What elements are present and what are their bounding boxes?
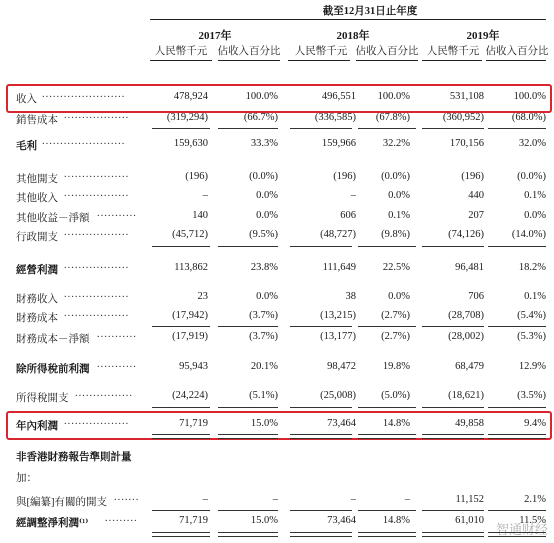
row-value: 159,630 xyxy=(173,138,208,149)
row-label: 其他收入 xyxy=(16,193,58,204)
table-row xyxy=(0,515,554,533)
row-value: 440 xyxy=(468,190,484,201)
row-value: (28,708) xyxy=(448,310,484,321)
col-rmb-2017: 人民幣千元 xyxy=(154,46,208,57)
row-value: (9.8%) xyxy=(381,229,410,240)
row-label: 除所得稅前利潤 xyxy=(16,364,90,375)
leader-dots: ......... xyxy=(105,513,138,524)
subtotal-rule xyxy=(290,128,352,129)
table-row xyxy=(0,190,554,208)
subtotal-rule xyxy=(422,510,484,511)
row-value: 49,858 xyxy=(455,418,484,429)
subtotal-rule xyxy=(152,510,210,511)
row-value: 73,464 xyxy=(327,515,356,526)
row-label: 行政開支 xyxy=(16,232,58,243)
table-row xyxy=(0,361,554,379)
row-value: 0.0% xyxy=(388,291,410,302)
subtotal-rule xyxy=(488,128,546,129)
row-value: (13,177) xyxy=(320,331,356,342)
header-rule xyxy=(288,60,350,61)
total-double-rule xyxy=(152,434,210,439)
header-rule xyxy=(150,60,212,61)
row-label: 其他收益－淨額 xyxy=(16,213,90,224)
row-value: (2.7%) xyxy=(381,310,410,321)
subtotal-rule xyxy=(218,510,278,511)
row-value: 0.1% xyxy=(524,190,546,201)
row-value: 496,551 xyxy=(321,91,356,102)
subtotal-rule xyxy=(422,246,484,247)
total-double-rule xyxy=(488,532,546,537)
subtotal-rule xyxy=(358,407,416,408)
subtotal-rule xyxy=(152,407,210,408)
row-value: – xyxy=(272,494,278,505)
row-label: 銷售成本 xyxy=(16,115,58,126)
nonhk-add: 加： xyxy=(16,473,37,484)
row-value: 14.8% xyxy=(382,418,410,429)
row-value: 73,464 xyxy=(327,418,356,429)
subtotal-rule xyxy=(290,510,352,511)
col-pct-2018: 佔收入百分比 xyxy=(355,46,419,57)
table-row xyxy=(0,262,554,280)
total-double-rule xyxy=(422,434,484,439)
row-label: 財務成本－淨額 xyxy=(16,334,90,345)
row-value: 531,108 xyxy=(449,91,484,102)
header-rule xyxy=(486,60,546,61)
subtotal-rule xyxy=(358,246,416,247)
row-value: (319,294) xyxy=(166,112,208,123)
row-value: 33.3% xyxy=(250,138,278,149)
row-value: – xyxy=(350,190,356,201)
row-value: (5.4%) xyxy=(517,310,546,321)
row-value: – xyxy=(404,494,410,505)
row-value: (28,002) xyxy=(448,331,484,342)
total-double-rule xyxy=(218,532,278,537)
subtotal-rule xyxy=(358,326,416,327)
subtotal-rule xyxy=(422,128,484,129)
subtotal-rule xyxy=(218,246,278,247)
row-value: 71,719 xyxy=(179,418,208,429)
row-value: (5.0%) xyxy=(381,390,410,401)
row-value: 140 xyxy=(192,210,208,221)
leader-dots: ........... xyxy=(97,359,137,370)
row-value: (0.0%) xyxy=(381,171,410,182)
col-rmb-2018: 人民幣千元 xyxy=(294,46,348,57)
subtotal-rule xyxy=(488,407,546,408)
total-double-rule xyxy=(218,434,278,439)
leader-dots: .................. xyxy=(64,260,130,271)
subtotal-rule xyxy=(152,246,210,247)
row-value: 14.8% xyxy=(382,515,410,526)
row-value: 170,156 xyxy=(449,138,484,149)
subtotal-rule xyxy=(290,407,352,408)
header-rule xyxy=(218,60,280,61)
row-value: 100.0% xyxy=(513,91,546,102)
row-label: 收入 xyxy=(16,94,37,105)
total-double-rule xyxy=(358,434,416,439)
row-value: 68,479 xyxy=(455,361,484,372)
row-value: (3.7%) xyxy=(249,310,278,321)
row-value: (336,585) xyxy=(314,112,356,123)
row-label: 與[編纂]有關的開支 xyxy=(16,497,107,508)
period-rule xyxy=(150,19,546,20)
leader-dots: .................. xyxy=(64,416,130,427)
row-value: (14.0%) xyxy=(511,229,546,240)
leader-dots: ....................... xyxy=(42,89,126,100)
total-double-rule xyxy=(152,532,210,537)
subtotal-rule xyxy=(422,326,484,327)
row-value: (0.0%) xyxy=(517,171,546,182)
row-value: 32.2% xyxy=(382,138,410,149)
row-value: 0.1% xyxy=(524,291,546,302)
leader-dots: ....................... xyxy=(42,136,126,147)
row-value: (360,952) xyxy=(442,112,484,123)
row-value: (196) xyxy=(185,171,208,182)
subtotal-rule xyxy=(290,246,352,247)
subtotal-rule xyxy=(488,246,546,247)
row-value: (24,224) xyxy=(172,390,208,401)
row-value: (5.3%) xyxy=(517,331,546,342)
subtotal-rule xyxy=(152,326,210,327)
row-value: 23 xyxy=(197,291,208,302)
header-rule xyxy=(422,60,482,61)
total-double-rule xyxy=(290,532,352,537)
row-label: 財務成本 xyxy=(16,313,58,324)
row-value: (68.0%) xyxy=(511,112,546,123)
row-value: 0.0% xyxy=(256,210,278,221)
row-value: 18.2% xyxy=(518,262,546,273)
row-value: 0.0% xyxy=(388,190,410,201)
row-label: 經營利潤 xyxy=(16,265,58,276)
row-value: 100.0% xyxy=(245,91,278,102)
watermark-logo: 智通财经 xyxy=(495,523,548,538)
row-value: (45,712) xyxy=(172,229,208,240)
subtotal-rule xyxy=(422,407,484,408)
row-value: 606 xyxy=(340,210,356,221)
row-value: 61,010 xyxy=(455,515,484,526)
subtotal-rule xyxy=(488,326,546,327)
row-value: 95,943 xyxy=(179,361,208,372)
row-value: – xyxy=(202,190,208,201)
row-value: (48,727) xyxy=(320,229,356,240)
period-heading: 截至12月31日止年度 xyxy=(322,6,418,17)
leader-dots: ....... xyxy=(114,492,140,503)
row-value: (13,215) xyxy=(320,310,356,321)
leader-dots: .................. xyxy=(64,308,130,319)
table-row xyxy=(0,229,554,247)
nonhk-title: 非香港財務報告準則計量 xyxy=(16,452,132,463)
subtotal-rule xyxy=(358,128,416,129)
row-value: 113,862 xyxy=(174,262,208,273)
row-value: 706 xyxy=(468,291,484,302)
row-value: 98,472 xyxy=(327,361,356,372)
highlight-revenue xyxy=(6,84,552,113)
total-double-rule xyxy=(290,434,352,439)
row-value: (3.7%) xyxy=(249,331,278,342)
subtotal-rule xyxy=(488,510,546,511)
table-row xyxy=(0,331,554,349)
total-double-rule xyxy=(488,434,546,439)
row-value: 15.0% xyxy=(250,515,278,526)
subtotal-rule xyxy=(218,407,278,408)
row-value: 96,481 xyxy=(455,262,484,273)
table-row xyxy=(0,171,554,189)
row-value: (17,919) xyxy=(172,331,208,342)
row-value: 2.1% xyxy=(524,494,546,505)
subtotal-rule xyxy=(218,128,278,129)
row-value: (18,621) xyxy=(448,390,484,401)
table-row xyxy=(0,390,554,408)
row-value: 0.0% xyxy=(256,190,278,201)
year-2018: 2018年 xyxy=(336,30,370,42)
total-double-rule xyxy=(422,532,484,537)
col-pct-2017: 佔收入百分比 xyxy=(217,46,281,57)
row-value: (196) xyxy=(333,171,356,182)
row-value: 22.5% xyxy=(382,262,410,273)
row-value: 20.1% xyxy=(250,361,278,372)
row-value: 159,966 xyxy=(321,138,356,149)
leader-dots: ........... xyxy=(97,208,137,219)
row-value: (74,126) xyxy=(448,229,484,240)
row-value: (17,942) xyxy=(172,310,208,321)
row-value: 23.8% xyxy=(250,262,278,273)
row-value: 12.9% xyxy=(518,361,546,372)
row-value: 15.0% xyxy=(250,418,278,429)
col-rmb-2019: 人民幣千元 xyxy=(426,46,480,57)
row-value: 0.0% xyxy=(524,210,546,221)
subtotal-rule xyxy=(152,128,210,129)
row-value: 9.4% xyxy=(524,418,546,429)
year-2019: 2019年 xyxy=(466,30,500,42)
row-value: (66.7%) xyxy=(243,112,278,123)
row-value: 207 xyxy=(468,210,484,221)
row-value: (0.0%) xyxy=(249,171,278,182)
year-2017: 2017年 xyxy=(198,30,232,42)
leader-dots: ........... xyxy=(97,329,137,340)
subtotal-rule xyxy=(290,326,352,327)
row-value: (2.7%) xyxy=(381,331,410,342)
row-label: 毛利 xyxy=(16,141,37,152)
leader-dots: .................. xyxy=(64,227,130,238)
row-value: (9.5%) xyxy=(249,229,278,240)
row-label: 所得稅開支 xyxy=(16,393,69,404)
row-label: 經調整淨利潤⁽¹⁾ xyxy=(16,518,89,529)
table-row xyxy=(0,210,554,228)
leader-dots: .................. xyxy=(64,110,130,121)
row-value: 0.0% xyxy=(256,291,278,302)
row-label: 年內利潤 xyxy=(16,421,58,432)
row-value: 111,649 xyxy=(322,262,356,273)
row-label: 財務收入 xyxy=(16,294,58,305)
row-value: 19.8% xyxy=(382,361,410,372)
row-value: – xyxy=(350,494,356,505)
row-value: 38 xyxy=(345,291,356,302)
subtotal-rule xyxy=(218,326,278,327)
row-value: 11.5% xyxy=(519,515,546,526)
row-value: 0.1% xyxy=(388,210,410,221)
row-value: 11,152 xyxy=(455,494,484,505)
total-double-rule xyxy=(358,532,416,537)
header-rule xyxy=(356,60,418,61)
leader-dots: .................. xyxy=(64,188,130,199)
leader-dots: .................. xyxy=(64,169,130,180)
row-value: (3.5%) xyxy=(517,390,546,401)
row-value: (25,008) xyxy=(320,390,356,401)
row-value: (196) xyxy=(461,171,484,182)
row-value: 71,719 xyxy=(179,515,208,526)
subtotal-rule xyxy=(358,510,416,511)
row-value: 478,924 xyxy=(173,91,208,102)
row-value: 100.0% xyxy=(377,91,410,102)
table-row xyxy=(0,138,554,156)
row-value: – xyxy=(202,494,208,505)
row-value: (5.1%) xyxy=(249,390,278,401)
row-value: (67.8%) xyxy=(375,112,410,123)
table-row xyxy=(0,291,554,309)
row-label: 其他開支 xyxy=(16,174,58,185)
row-value: 32.0% xyxy=(518,138,546,149)
leader-dots: .................. xyxy=(64,289,130,300)
col-pct-2019: 佔收入百分比 xyxy=(485,46,549,57)
leader-dots: ................ xyxy=(75,388,133,399)
